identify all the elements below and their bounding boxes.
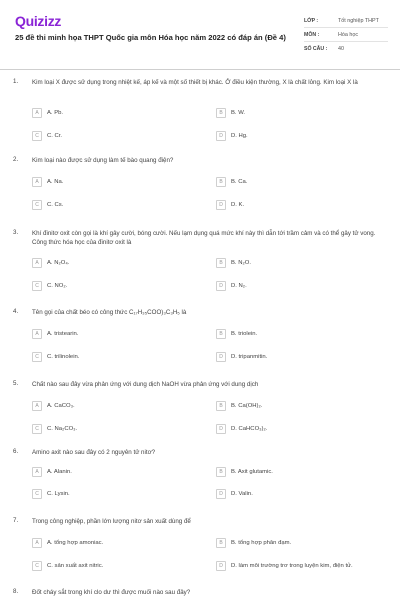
- question-text: Khí đinitơ oxit còn gọi là khí gây cười, bóng cười. Nếu lạm dụng quá mức khí này thì dẫn tới trầm cảm và có thể gây tử vong. Công thức hóa học của đinitơ oxit là: [32, 230, 376, 246]
- option-text: B. W.: [231, 110, 246, 116]
- option-d[interactable]: [216, 130, 248, 142]
- option-text: D. Hg.: [231, 133, 248, 139]
- option-letter-box: D: [216, 131, 226, 141]
- question-text: Kim loại X được sử dụng trong nhiệt kế, áp kế và một số thiết bị khác. Ở điều kiện thường, X là chất lỏng. Kim loại X là: [32, 79, 358, 86]
- meta-value: 40: [338, 46, 344, 52]
- option-text: A. Alanin.: [47, 469, 72, 475]
- question-text: Trong công nghiệp, phần lớn lượng nitơ sản xuất dùng để: [32, 518, 191, 525]
- meta-row-count: [304, 42, 388, 56]
- option-letter-box: C: [32, 131, 42, 141]
- option-text: C. sản xuất axit nitric.: [47, 563, 104, 569]
- worksheet-header: [0, 0, 400, 64]
- option-letter-box: A: [32, 538, 42, 548]
- option-b[interactable]: [216, 466, 273, 478]
- option-d[interactable]: [216, 199, 244, 211]
- option-letter-box: A: [32, 329, 42, 339]
- option-text: A. N₂O₄.: [47, 260, 70, 266]
- option-letter-box: D: [216, 424, 226, 434]
- option-d[interactable]: [216, 351, 267, 363]
- meta-value: Hóa học: [338, 31, 359, 38]
- option-letter-box: B: [216, 108, 226, 118]
- option-c[interactable]: [32, 130, 62, 142]
- option-letter-box: C: [32, 489, 42, 499]
- option-letter-box: C: [32, 424, 42, 434]
- question-number: 1.: [13, 78, 19, 85]
- option-c[interactable]: [32, 351, 79, 363]
- option-letter-box: C: [32, 281, 42, 291]
- option-a[interactable]: [32, 176, 63, 188]
- option-text: D. N₂.: [231, 283, 247, 289]
- option-text: A. Na.: [47, 179, 64, 185]
- option-letter-box: C: [32, 200, 42, 210]
- option-letter-box: B: [216, 329, 226, 339]
- meta-label: SỐ CÂU :: [304, 46, 328, 52]
- question-number: 8.: [13, 588, 19, 595]
- option-b[interactable]: [216, 400, 262, 412]
- option-letter-box: A: [32, 401, 42, 411]
- option-letter-box: D: [216, 352, 226, 362]
- option-text: C. Cs.: [47, 202, 64, 208]
- option-text: A. tristearin.: [47, 331, 79, 337]
- option-text: B. Ca(OH)₂.: [231, 403, 263, 409]
- question-number: 5.: [13, 380, 19, 387]
- option-text: C. Na₂CO₃.: [47, 426, 78, 432]
- option-letter-box: A: [32, 108, 42, 118]
- option-a[interactable]: [32, 400, 75, 412]
- option-text: B. triolein.: [231, 331, 258, 337]
- option-a[interactable]: [32, 107, 63, 119]
- option-letter-box: A: [32, 467, 42, 477]
- question-text: Tên gọi của chất béo có công thức C₁₇H₃₅COO)₃C₃H₅ là: [32, 309, 187, 316]
- option-d[interactable]: [216, 560, 353, 572]
- option-letter-box: A: [32, 258, 42, 268]
- question-text: Kim loại nào được sử dụng làm tế bào quang điện?: [32, 157, 174, 164]
- option-text: D. K.: [231, 202, 245, 208]
- meta-row-class: [304, 14, 388, 28]
- option-text: A. CaCO₃.: [47, 403, 75, 409]
- option-letter-box: B: [216, 177, 226, 187]
- option-letter-box: C: [32, 352, 42, 362]
- option-c[interactable]: [32, 560, 103, 572]
- option-letter-box: D: [216, 489, 226, 499]
- option-text: B. Axit glutamic.: [231, 469, 273, 475]
- option-c[interactable]: [32, 423, 77, 435]
- question-text: Amino axit nào sau đây có 2 nguyên tử nitơ?: [32, 449, 156, 456]
- question-number: 2.: [13, 156, 19, 163]
- option-text: D. tripanmitin.: [231, 354, 268, 360]
- option-d[interactable]: [216, 423, 267, 435]
- option-text: C. Cr.: [47, 133, 63, 139]
- option-letter-box: B: [216, 467, 226, 477]
- option-b[interactable]: [216, 176, 247, 188]
- option-letter-box: A: [32, 177, 42, 187]
- option-b[interactable]: [216, 107, 245, 119]
- option-text: C. Lysin.: [47, 491, 70, 497]
- question-text: Đốt cháy sắt trong khí clo dư thì được muối nào sau đây?: [32, 589, 191, 596]
- option-text: B. tổng hợp phân đạm.: [231, 540, 292, 546]
- option-a[interactable]: [32, 537, 103, 549]
- option-letter-box: B: [216, 258, 226, 268]
- option-text: C. NO₂.: [47, 283, 68, 289]
- option-letter-box: D: [216, 281, 226, 291]
- option-a[interactable]: [32, 257, 69, 269]
- option-b[interactable]: [216, 537, 291, 549]
- option-text: B. Ca.: [231, 179, 248, 185]
- question-number: 7.: [13, 517, 19, 524]
- meta-value: Tốt nghiệp THPT: [338, 17, 379, 24]
- option-text: D. CaHCO₃)₂.: [231, 426, 268, 432]
- option-text: D. làm môi trường trơ trong luyện kim, điện tử.: [231, 563, 353, 569]
- question-number: 4.: [13, 308, 19, 315]
- meta-label: LỚP :: [304, 17, 319, 24]
- question-number: 6.: [13, 448, 19, 455]
- page-title: 25 đề thi minh họa THPT Quốc gia môn Hóa học năm 2022 có đáp án (Đề 4): [15, 33, 286, 42]
- option-text: A. tổng hợp amoniac.: [47, 540, 104, 546]
- meta-label: MÔN :: [304, 31, 320, 38]
- option-text: B. N₂O.: [231, 260, 251, 266]
- question-text: Chất nào sau đây vừa phản ứng với dung dịch NaOH vừa phản ứng với dung dịch: [32, 381, 259, 388]
- option-d[interactable]: [216, 488, 253, 500]
- option-letter-box: B: [216, 401, 226, 411]
- option-letter-box: C: [32, 561, 42, 571]
- option-c[interactable]: [32, 488, 70, 500]
- header-divider: [0, 69, 400, 70]
- option-letter-box: B: [216, 538, 226, 548]
- option-text: D. Valin.: [231, 491, 253, 497]
- option-b[interactable]: [216, 257, 251, 269]
- quizizz-logo: Quizizz: [15, 13, 62, 29]
- meta-row-subject: [304, 28, 388, 42]
- meta-info-table: [304, 14, 388, 56]
- option-d[interactable]: [216, 280, 247, 292]
- option-letter-box: D: [216, 561, 226, 571]
- question-number: 3.: [13, 229, 19, 236]
- option-a[interactable]: [32, 328, 78, 340]
- option-letter-box: D: [216, 200, 226, 210]
- option-text: C. trilinolein.: [47, 354, 80, 360]
- option-text: A. Pb.: [47, 110, 64, 116]
- option-a[interactable]: [32, 466, 72, 478]
- option-c[interactable]: [32, 199, 63, 211]
- option-b[interactable]: [216, 328, 257, 340]
- option-c[interactable]: [32, 280, 67, 292]
